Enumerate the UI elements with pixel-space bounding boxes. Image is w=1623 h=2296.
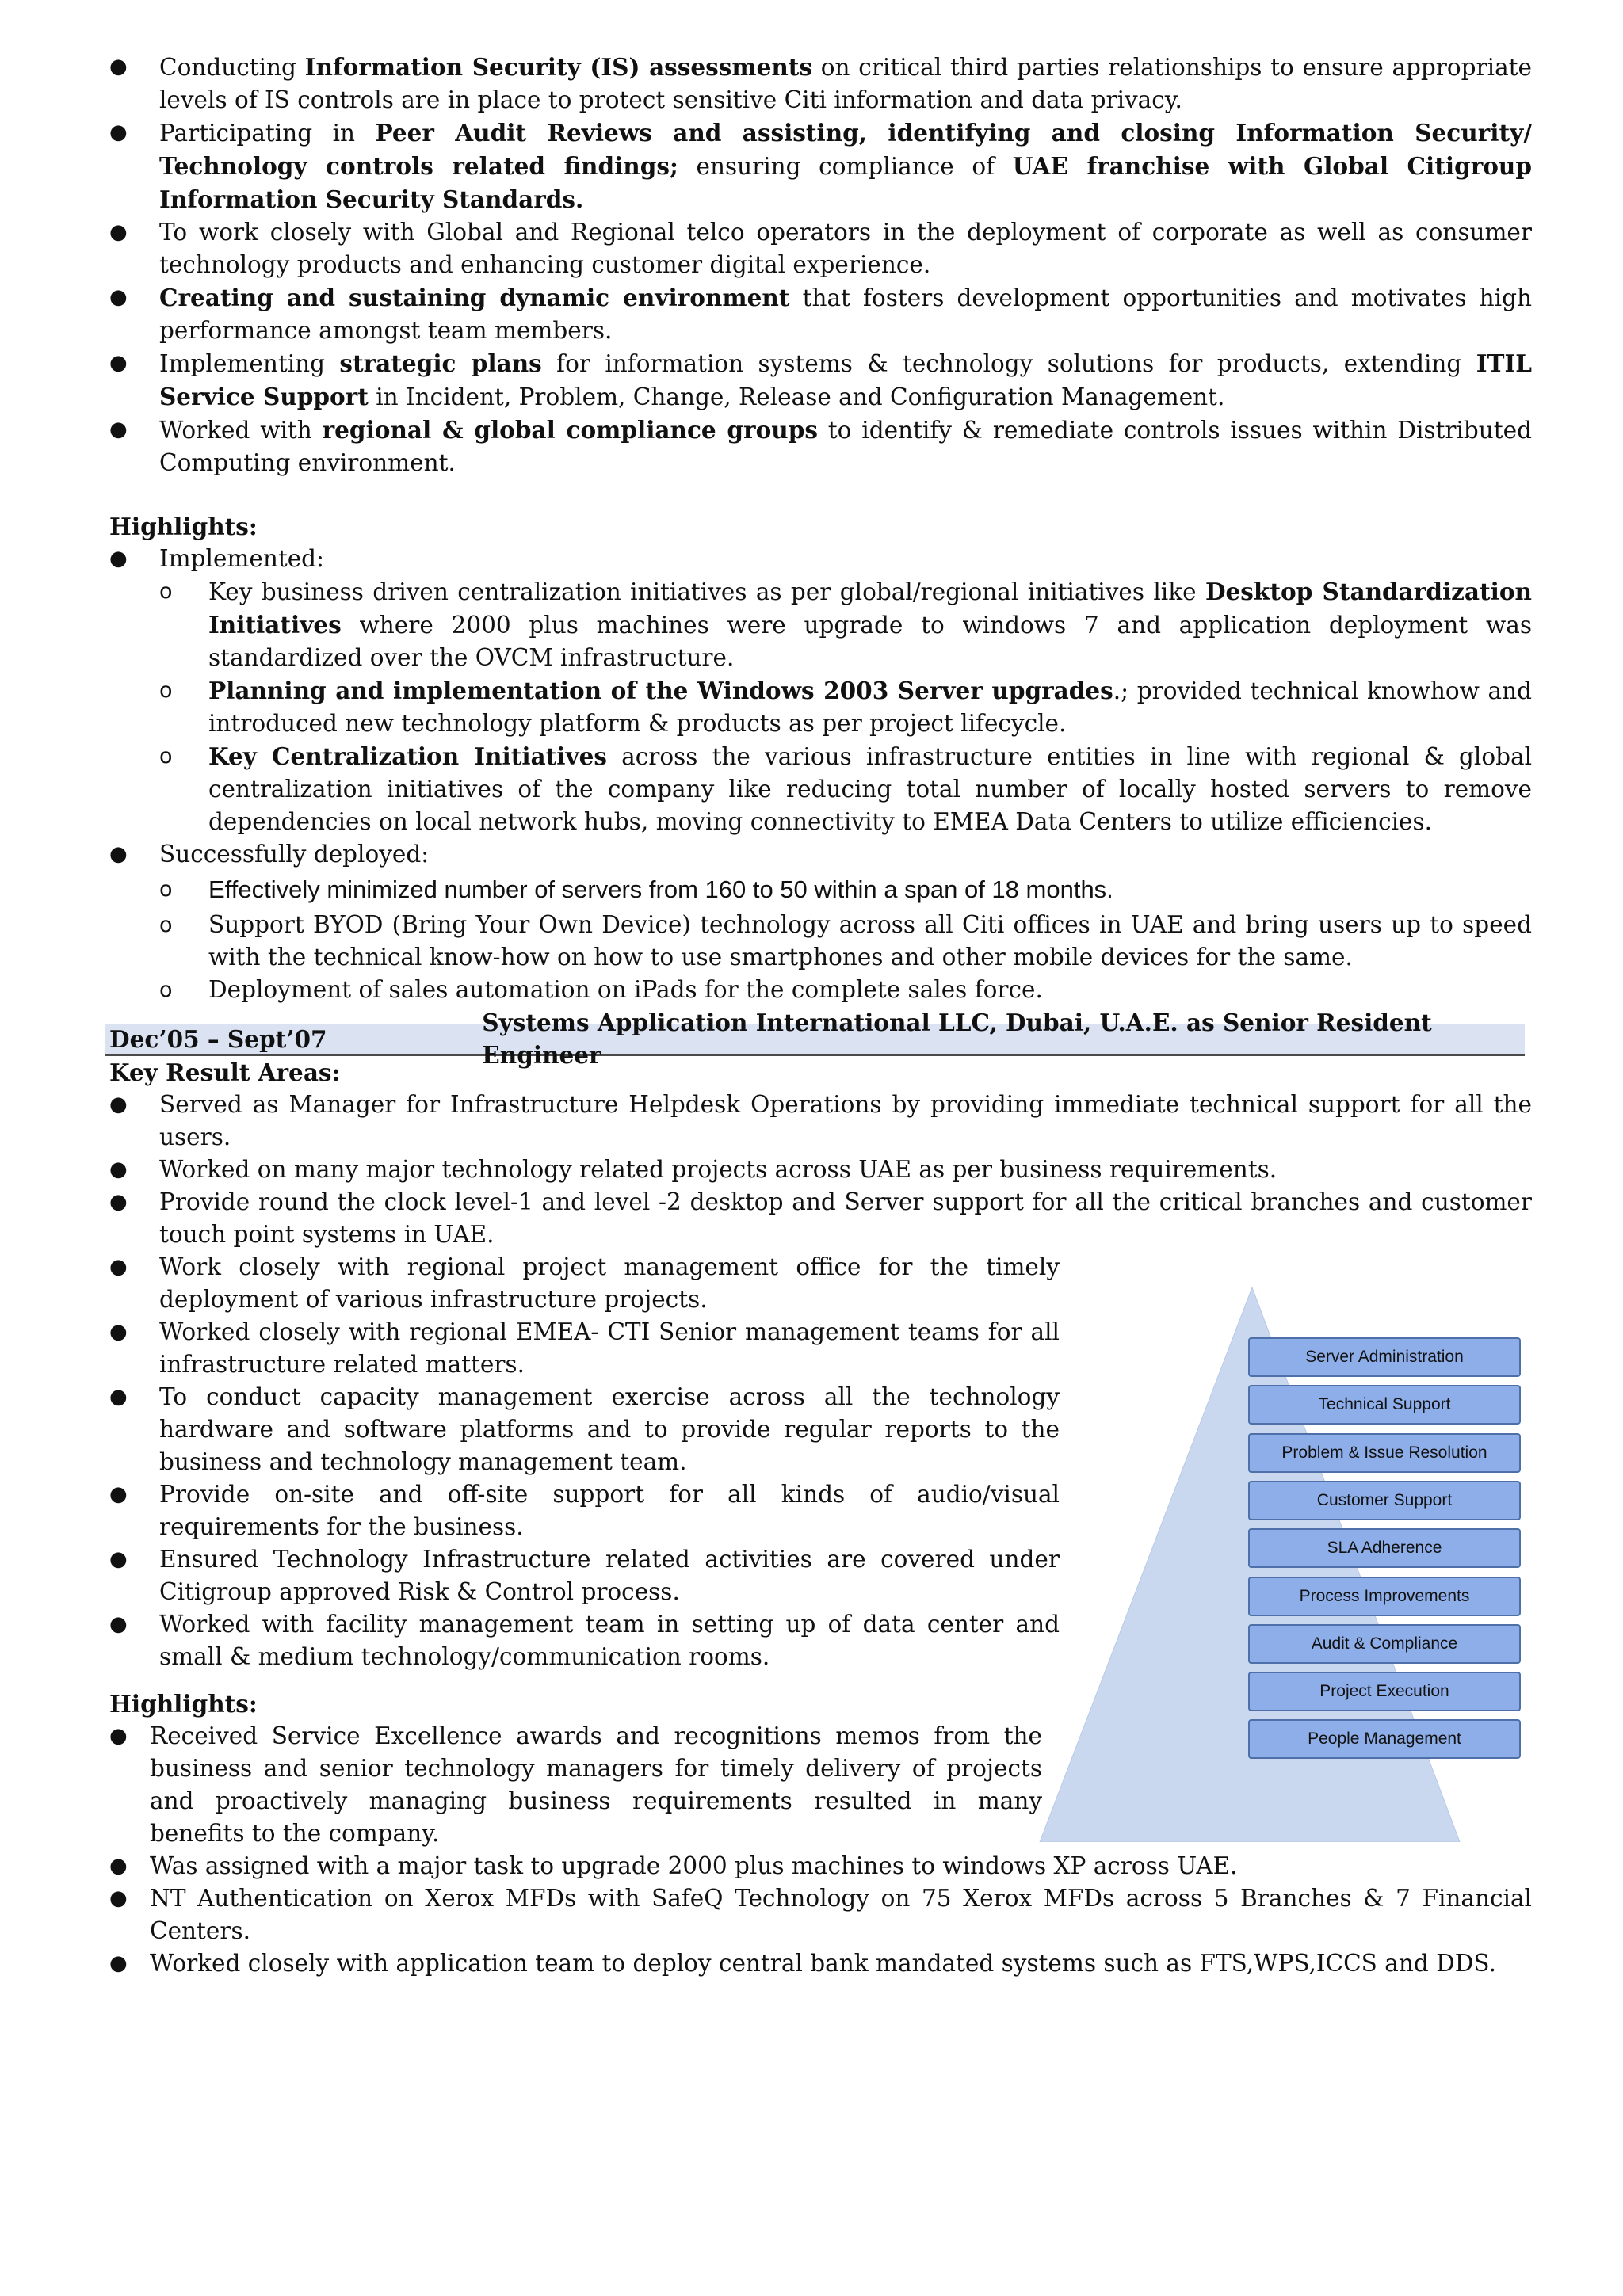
intro-bullet-item: ● To work closely with Global and Regional telco operators in the deployment of corporate as well as consumer technology products and enhancing customer digital experience. [109,216,1532,281]
circle-bullet-icon: o [159,744,173,769]
pyramid-level-box: Server Administration [1248,1337,1521,1377]
bullet-icon: ● [109,1612,128,1636]
implemented-label: Implemented: [159,545,324,572]
job-header-band [105,1009,1525,1069]
implemented-sublist [109,575,1532,838]
deployed-subitem: o Deployment of sales automation on iPads for the complete sales force. [109,974,1532,1006]
circle-bullet-icon: o [159,913,173,937]
kra-item: ● Provide on-site and off-site support for all kinds of audio/visual requirements for the business. [109,1478,1060,1543]
kra-item: ● Worked on many major technology related projects across UAE as per business requirements. [109,1154,1532,1186]
deployed-subitem: o Effectively minimized number of servers from 160 to 50 within a span of 18 months. [109,871,1532,909]
deployed-subitem: o Support BYOD (Bring Your Own Device) technology across all Citi offices in UAE and bring users up to speed with the technical know-how on how to use smartphones and other mobile devices for the same. [109,909,1532,974]
implemented-item [109,543,1532,838]
kra-full-list [109,1089,1532,1251]
pyramid-level-box: Audit & Compliance [1248,1624,1521,1664]
kra-item: ● Served as Manager for Infrastructure Helpdesk Operations by providing immediate technical support for all the users. [109,1089,1532,1154]
job-title: Systems Application International LLC, Dubai, U.A.E. as Senior Resident Engineer [482,1009,1432,1069]
bullet-icon: ● [109,351,128,375]
intro-bullet-list [109,51,1532,479]
pyramid-level-box: Problem & Issue Resolution [1248,1433,1521,1473]
pyramid-level-box: Project Execution [1248,1672,1521,1711]
bullet-icon: ● [109,1158,128,1181]
circle-bullet-icon: o [159,978,173,1002]
bullet-icon: ● [109,55,128,78]
bullet-icon: ● [109,285,128,309]
pyramid-level-box: SLA Adherence [1248,1528,1521,1568]
bullet-icon: ● [109,1724,128,1748]
bullet-icon: ● [109,1854,128,1878]
kra-item: ● Provide round the clock level-1 and level -2 desktop and Server support for all the critical branches and customer touch point systems in UAE. [109,1186,1532,1251]
bullet-icon: ● [109,120,128,144]
pyramid-level-box: People Management [1248,1719,1521,1759]
bullet-icon: ● [109,1482,128,1506]
intro-bullet-item: ● Implementing strategic plans for information systems & technology solutions for products, extending ITIL Service Support in Incident, Problem, Change, Release and Configuration Management. [109,347,1532,414]
deployed-item [109,838,1532,1006]
kra-item: ● Ensured Technology Infrastructure related activities are covered under Citigroup approved Risk & Control process. [109,1543,1060,1608]
deployed-label: Successfully deployed: [159,841,430,868]
intro-bullet-item: ● Creating and sustaining dynamic environment that fosters development opportunities and motivates high performance amongst team members. [109,281,1532,347]
implemented-subitem: o Key business driven centralization initiatives as per global/regional initiatives like Desktop Standardization Initiatives where 2000 plus machines were upgrade to windows 7 and application deployment was standardized over the OVCM infrastructure. [109,575,1532,674]
highlight-item: ● Received Service Excellence awards and recognitions memos from the business and senior technology managers for timely delivery of projects and proactively managing business requirements resulted in many benefits to the company. [109,1720,1042,1850]
highlight-item: ● NT Authentication on Xerox MFDs with SafeQ Technology on 75 Xerox MFDs across 5 Branches & 7 Financial Centers. [109,1882,1532,1947]
bullet-icon: ● [109,1320,128,1344]
intro-bullet-item: ● Participating in Peer Audit Reviews and assisting, identifying and closing Information Security/ Technology controls related findings; ensuring compliance of UAE franchise with Global Citigroup Information Security Standards. [109,116,1532,216]
pyramid-level-box: Customer Support [1248,1481,1521,1520]
bullet-icon: ● [109,418,128,441]
highlight-item: ● Worked closely with application team to deploy central bank mandated systems such as FTS,WPS,ICCS and DDS. [109,1947,1532,1980]
kra-item: ● To conduct capacity management exercise across all the technology hardware and software platforms and to provide regular reports to the business and technology management team. [109,1381,1060,1478]
circle-bullet-icon: o [159,678,173,703]
skills-pyramid-diagram [1030,1287,1487,1842]
bullet-icon: ● [109,842,128,866]
intro-bullet-item: ● Worked with regional & global compliance groups to identify & remediate controls issues within Distributed Computing environment. [109,414,1532,479]
kra-item: ● Work closely with regional project management office for the timely deployment of various infrastructure projects. [109,1251,1060,1316]
kra-item: ● Worked with facility management team in setting up of data center and small & medium technology/communication rooms. [109,1608,1060,1673]
circle-bullet-icon: o [159,877,173,902]
highlights2-full-list [109,1850,1532,1980]
highlights2-heading: Highlights: [109,1690,258,1718]
bullet-icon: ● [109,1886,128,1910]
highlight-item: ● Was assigned with a major task to upgrade 2000 plus machines to windows XP across UAE. [109,1850,1532,1882]
deployed-sublist [109,871,1532,1006]
bullet-icon: ● [109,1547,128,1571]
bullet-icon: ● [109,1093,128,1116]
circle-bullet-icon: o [159,579,173,604]
bullet-icon: ● [109,1255,128,1279]
implemented-subitem: o Planning and implementation of the Windows 2003 Server upgrades.; provided technical knowhow and introduced new technology platform & products as per project lifecycle. [109,674,1532,740]
highlights-list [109,543,1532,1006]
key-result-areas-heading: Key Result Areas: [109,1058,341,1086]
kra-item: ● Worked closely with regional EMEA- CTI Senior management teams for all infrastructure related matters. [109,1316,1060,1381]
pyramid-level-box: Process Improvements [1248,1577,1521,1616]
intro-bullet-item: ● Conducting Information Security (IS) assessments on critical third parties relationships to ensure appropriate levels of IS controls are in place to protect sensitive Citi information and data privacy. [109,51,1532,116]
implemented-subitem: o Key Centralization Initiatives across the various infrastructure entities in line with regional & global centralization initiatives of the company like reducing total number of locally hosted servers to remove dependencies on local network hubs, moving connectivity to EMEA Data Centers to utilize efficiencies. [109,740,1532,838]
highlights-heading: Highlights: [109,513,258,540]
bullet-icon: ● [109,1385,128,1409]
bullet-icon: ● [109,547,128,570]
bullet-icon: ● [109,1951,128,1975]
bullet-icon: ● [109,220,128,244]
pyramid-level-box: Technical Support [1248,1385,1521,1425]
job-period: Dec’05 – Sept’07 [109,1024,327,1053]
bullet-icon: ● [109,1190,128,1214]
